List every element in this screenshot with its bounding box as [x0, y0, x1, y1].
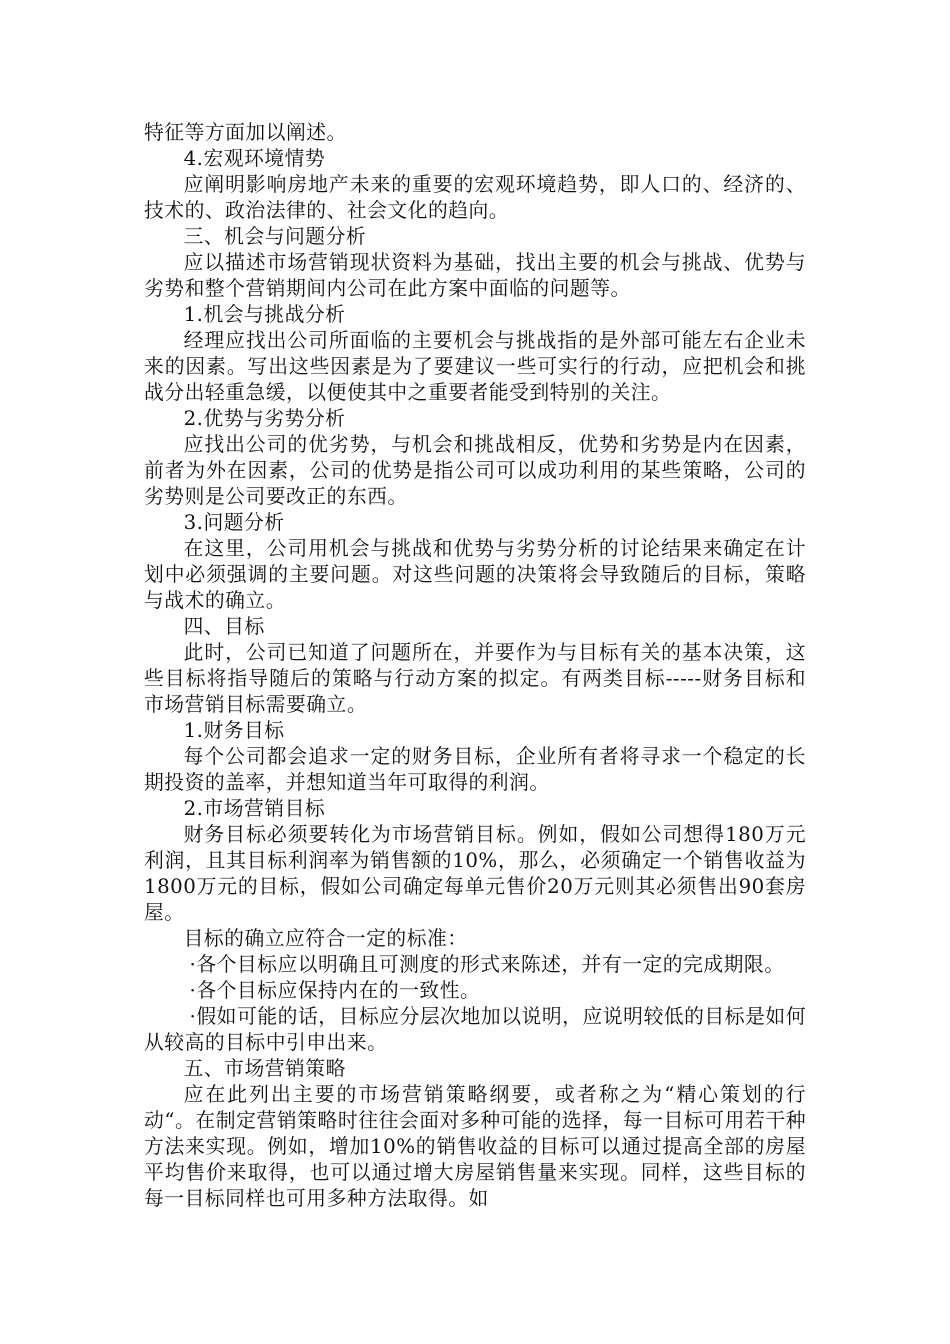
paragraph-continuation: 特征等方面加以阐述。 — [144, 121, 347, 144]
bullet-item: ·各个目标应保持内在的一致性。 — [189, 979, 481, 1002]
paragraph-objectives: 此时，公司已知道了问题所在，并要作为与目标有关的基本决策，这些目标将指导随后的策略与行动方案的拟定。有两类目标-----财务目标和市场营销目标需要确立。 — [144, 641, 806, 716]
bullet-item: ·各个目标应以明确且可测度的形式来陈述，并有一定的完成期限。 — [189, 953, 785, 976]
objective-criteria-intro: 目标的确立应符合一定的标准： — [183, 927, 468, 950]
heading-problem-analysis: 3.问题分析 — [183, 511, 285, 534]
heading-marketing-strategy: 五、市场营销策略 — [183, 1057, 346, 1080]
paragraph-strength-weakness: 应找出公司的优劣势，与机会和挑战相反，优势和劣势是内在因素，前者为外在因素，公司的优势是指公司可以成功利用的某些策略，公司的劣势则是公司要改正的东西。 — [144, 433, 806, 508]
paragraph-opportunity-problem-analysis: 应以描述市场营销现状资料为基础，找出主要的机会与挑战、优势与劣势和整个营销期间内公司在此方案中面临的问题等。 — [144, 251, 806, 300]
heading-objectives: 四、目标 — [183, 615, 265, 638]
paragraph-opportunity-challenge: 经理应找出公司所面临的主要机会与挑战指的是外部可能左右企业未来的因素。写出这些因素是为了要建议一些可实行的行动，应把机会和挑战分出轻重急缓，以便使其中之重要者能受到特别的关注。 — [144, 329, 806, 404]
heading-opportunity-challenge: 1.机会与挑战分析 — [183, 303, 346, 326]
paragraph-marketing-objectives: 财务目标必须要转化为市场营销目标。例如，假如公司想得180万元利润，且其目标利润率为销售额的10%，那么，必须确定一个销售收益为1800万元的目标，假如公司确定每单元售价20万元则其必须售出90套房屋。 — [144, 823, 806, 924]
bullet-item: ·假如可能的话，目标应分层次地加以说明，应说明较低的目标是如何从较高的目标中引申出来。 — [144, 1005, 806, 1054]
paragraph-macro-environment: 应阐明影响房地产未来的重要的宏观环境趋势，即人口的、经济的、技术的、政治法律的、社会文化的趋向。 — [144, 173, 806, 222]
document-page — [144, 120, 806, 1212]
heading-financial-objectives: 1.财务目标 — [183, 719, 285, 742]
paragraph-marketing-strategy: 应在此列出主要的市场营销策略纲要，或者称之为“精心策划的行动“。在制定营销策略时往往会面对多种可能的选择，每一目标可用若干种方法来实现。例如，增加10%的销售收益的目标可以通过提高全部的房屋平均售价来取得，也可以通过增大房屋销售量来实现。同样，这些目标的每一目标同样也可用多种方法取得。如 — [144, 1083, 806, 1210]
heading-macro-environment: 4.宏观环境情势 — [183, 147, 326, 170]
heading-marketing-objectives: 2.市场营销目标 — [183, 797, 326, 820]
paragraph-financial-objectives: 每个公司都会追求一定的财务目标，企业所有者将寻求一个稳定的长期投资的盖率，并想知道当年可取得的利润。 — [144, 745, 806, 794]
paragraph-problem-analysis: 在这里，公司用机会与挑战和优势与劣势分析的讨论结果来确定在计划中必须强调的主要问题。对这些问题的决策将会导致随后的目标，策略与战术的确立。 — [144, 537, 806, 612]
heading-opportunity-problem-analysis: 三、机会与问题分析 — [183, 225, 367, 248]
heading-strength-weakness: 2.优势与劣势分析 — [183, 407, 346, 430]
